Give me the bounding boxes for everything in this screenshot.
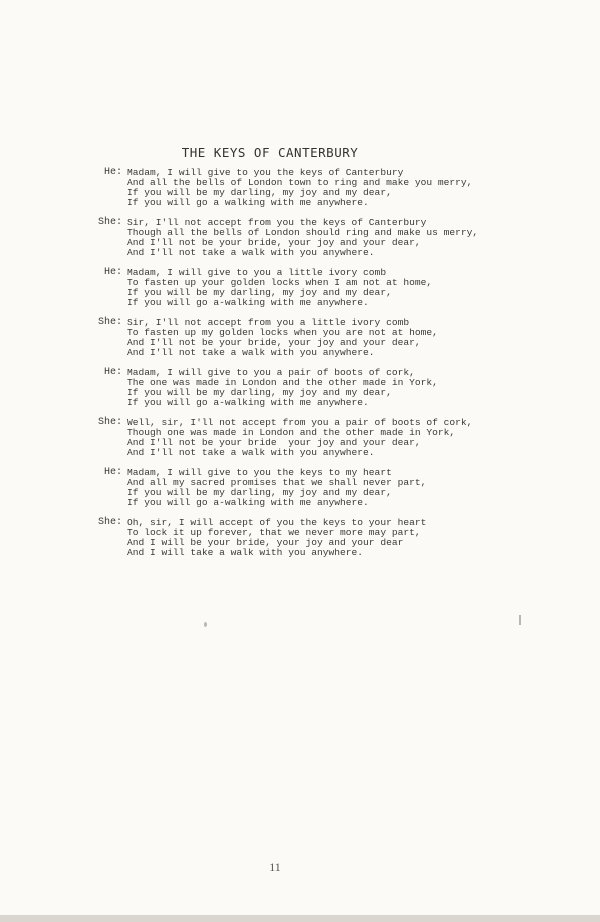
lyric-line: The one was made in London and the other made in York, <box>127 377 438 388</box>
lyric-line: If you will be my darling, my joy and my dear, <box>127 287 392 298</box>
stanza-lines <box>127 218 478 258</box>
lyric-line: And I will take a walk with you anywhere. <box>127 547 364 558</box>
speaker-label: He: <box>103 467 122 478</box>
lyric-line: And all the bells of London town to ring and make you merry, <box>127 177 473 188</box>
speaker-label: He: <box>103 167 122 178</box>
stanza-lines <box>127 318 438 358</box>
speaker-label: He: <box>103 267 122 278</box>
lyric-line: If you will be my darling, my joy and my dear, <box>127 187 392 198</box>
lyric-line: To fasten up your golden locks when I am not at home, <box>127 277 433 288</box>
speaker-label: She: <box>97 217 122 228</box>
lyric-line: And I'll not be your bride, your joy and your dear, <box>127 237 421 248</box>
paper-mark <box>519 615 521 625</box>
stanza <box>0 168 600 218</box>
lyrics <box>0 168 600 568</box>
lyric-line: And all my sacred promises that we shall never part, <box>127 477 427 488</box>
page-number: 11 <box>269 860 281 874</box>
lyric-line: To fasten up my golden locks when you are not at home, <box>127 327 438 338</box>
song-title: THE KEYS OF CANTERBURY <box>181 145 359 160</box>
stanza-lines <box>127 268 432 308</box>
stanza-lines <box>127 168 472 208</box>
lyric-line: If you will go a-walking with me anywhere. <box>127 397 369 408</box>
lyric-line: And I'll not take a walk with you anywhere. <box>127 447 375 458</box>
lyric-line: If you will go a-walking with me anywhere. <box>127 497 369 508</box>
stanza <box>0 318 600 368</box>
stanza <box>0 218 600 268</box>
stanza <box>0 368 600 418</box>
lyric-line: If you will go a-walking with me anywhere. <box>127 297 369 308</box>
stanza <box>0 418 600 468</box>
lyric-line: Madam, I will give to you the keys to my heart <box>127 467 392 478</box>
lyric-line: Though all the bells of London should ring and make us merry, <box>127 227 479 238</box>
speaker-label: She: <box>97 317 122 328</box>
stanza-lines <box>127 418 472 458</box>
lyric-line: Sir, I'll not accept from you a little ivory comb <box>127 317 410 328</box>
lyric-line: And I'll not be your bride your joy and your dear, <box>127 437 421 448</box>
lyric-line: And I'll not take a walk with you anywhere. <box>127 247 375 258</box>
speaker-label: He: <box>103 367 122 378</box>
lyric-line: If you will go a walking with me anywhere. <box>127 197 369 208</box>
lyric-line: And I will be your bride, your joy and your dear <box>127 537 404 548</box>
speaker-label: She: <box>97 517 122 528</box>
lyric-line: Sir, I'll not accept from you the keys of Canterbury <box>127 217 427 228</box>
stanza-lines <box>127 468 426 508</box>
stanza-lines <box>127 518 426 558</box>
stanza <box>0 518 600 568</box>
stanza <box>0 268 600 318</box>
lyric-line: Madam, I will give to you the keys of Canterbury <box>127 167 404 178</box>
lyric-line: Well, sir, I'll not accept from you a pair of boots of cork, <box>127 417 473 428</box>
lyric-line: Oh, sir, I will accept of you the keys to your heart <box>127 517 427 528</box>
lyric-line: Though one was made in London and the other made in York, <box>127 427 456 438</box>
lyric-line: And I'll not be your bride, your joy and your dear, <box>127 337 421 348</box>
page-bottom-edge <box>0 915 600 922</box>
lyric-line: If you will be my darling, my joy and my dear, <box>127 387 392 398</box>
lyric-line: And I'll not take a walk with you anywhere. <box>127 347 375 358</box>
lyric-line: Madam, I will give to you a little ivory comb <box>127 267 387 278</box>
speaker-label: She: <box>97 417 122 428</box>
lyric-line: To lock it up forever, that we never more may part, <box>127 527 421 538</box>
lyric-line: Madam, I will give to you a pair of boots of cork, <box>127 367 415 378</box>
paper-speck <box>204 622 207 627</box>
lyric-line: If you will be my darling, my joy and my dear, <box>127 487 392 498</box>
stanza <box>0 468 600 518</box>
stanza-lines <box>127 368 438 408</box>
